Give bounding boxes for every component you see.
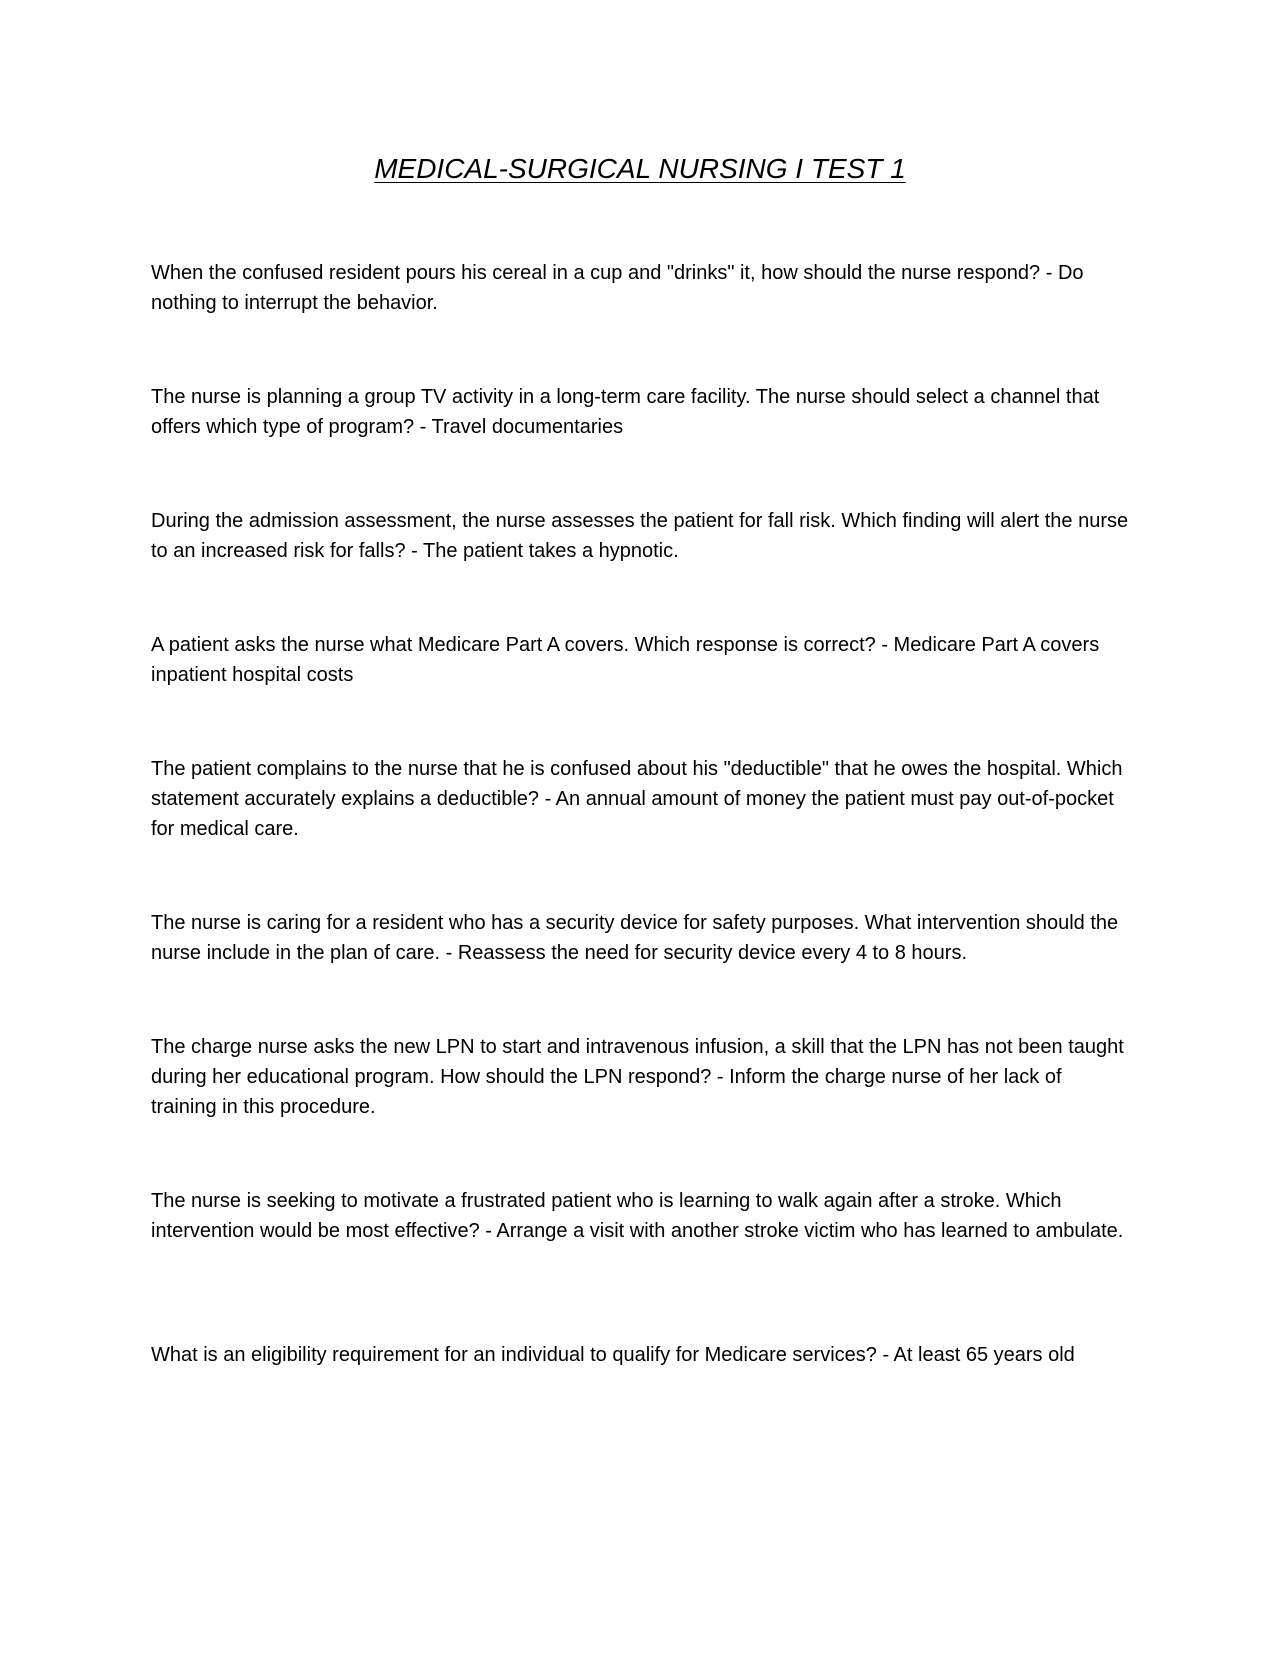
question-answer-7: The charge nurse asks the new LPN to start and intravenous infusion, a skill that the LPN has not been taught during her educational program. How should the LPN respond? - Inform the charge nurse of her lack of training in this procedure. [151, 1036, 1124, 1118]
question-answer-3: During the admission assessment, the nurse assesses the patient for fall risk. Which finding will alert the nurse to an increased risk for falls? - The patient takes a hypnotic. [151, 510, 1129, 562]
question-answer-2: The nurse is planning a group TV activity in a long-term care facility. The nurse should select a channel that offers which type of program? - Travel documentaries [151, 386, 1100, 438]
question-answer-8: The nurse is seeking to motivate a frustrated patient who is learning to walk again after a stroke. Which intervention would be most effective? - Arrange a visit with another stroke victim who has learned to ambulate. [151, 1190, 1124, 1242]
document-title [0, 151, 1280, 187]
question-answer-6: The nurse is caring for a resident who has a security device for safety purposes. What intervention should the nurse include in the plan of care. - Reassess the need for security device every 4 to 8 hours. [151, 912, 1119, 964]
question-answer-9: What is an eligibility requirement for an individual to qualify for Medicare services? - At least 65 years old [151, 1344, 1075, 1366]
question-answer-1: When the confused resident pours his cereal in a cup and "drinks" it, how should the nurse respond? - Do nothing to interrupt the behavior. [151, 262, 1084, 314]
question-answer-5: The patient complains to the nurse that he is confused about his "deductible" that he owes the hospital. Which statement accurately explains a deductible? - An annual amount of money the patient must pay out-of-pocket for medical care. [151, 758, 1123, 840]
question-answer-4: A patient asks the nurse what Medicare Part A covers. Which response is correct? - Medicare Part A covers inpatient hospital costs [151, 634, 1100, 686]
document-title-text: MEDICAL-SURGICAL NURSING I TEST 1 [374, 153, 906, 184]
